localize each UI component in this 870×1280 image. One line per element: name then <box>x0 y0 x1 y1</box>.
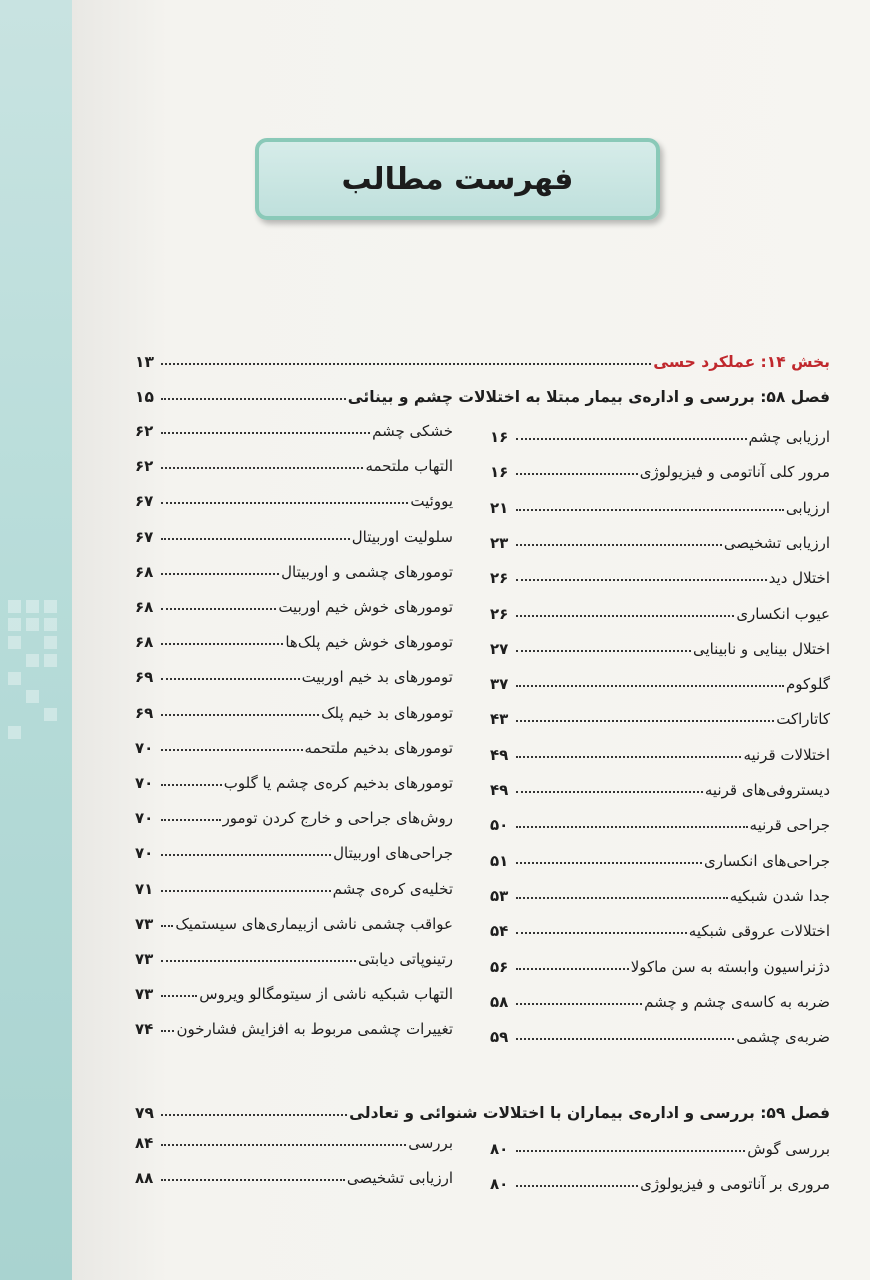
toc-page: ۲۱ <box>490 498 509 517</box>
toc-page: ۸۰ <box>490 1175 509 1193</box>
toc-label: اختلال دید <box>768 569 830 588</box>
toc-label: جراحی‌های انکساری <box>703 851 830 870</box>
toc-label: تومورهای خوش خیم اوربیت <box>278 598 453 616</box>
toc-entry-row[interactable] <box>135 520 453 546</box>
toc-label: جراحی قرنیه <box>749 816 830 835</box>
toc-entry-row[interactable] <box>490 1167 830 1193</box>
toc-entry-row[interactable] <box>135 731 453 757</box>
dot-leader <box>516 932 687 934</box>
toc-page: ۶۸ <box>135 633 154 652</box>
toc-entry-row[interactable] <box>490 597 830 623</box>
dot-leader <box>161 608 276 610</box>
dot-leader <box>161 502 408 504</box>
dot-leader <box>516 473 638 475</box>
toc-page: ۵۱ <box>490 851 509 870</box>
toc-page: ۴۹ <box>490 745 509 764</box>
toc-label: تومورهای بدخیم ملتحمه <box>304 738 453 757</box>
dot-leader <box>516 756 741 758</box>
toc-entry-row[interactable] <box>490 526 830 552</box>
dot-leader <box>516 1038 734 1040</box>
toc-page: ۶۲ <box>135 422 154 440</box>
toc-page: ۲۶ <box>490 569 509 588</box>
toc-page: ۶۷ <box>135 492 154 511</box>
toc-chapter-row[interactable] <box>135 1096 830 1122</box>
dot-leader <box>516 968 629 970</box>
toc-label: دژنراسیون وابسته به سن ماکولا <box>630 957 830 976</box>
toc-label: عیوب انکساری <box>736 604 830 623</box>
toc-entry-row[interactable] <box>135 766 453 792</box>
toc-label: مروری بر آناتومی و فیزیولوژی <box>640 1175 830 1193</box>
toc-page: ۷۰ <box>135 738 154 757</box>
dot-leader <box>161 1144 406 1146</box>
dot-leader <box>161 819 221 821</box>
toc-label: دیستروفی‌های قرنیه <box>704 781 830 799</box>
toc-label: جراحی‌های اوربیتال <box>333 844 453 863</box>
toc-entry-row[interactable] <box>135 1126 453 1152</box>
toc-page: ۴۹ <box>490 781 509 799</box>
toc-chapter-row[interactable] <box>135 380 830 406</box>
toc-page: ۴۳ <box>490 710 509 729</box>
toc-entry-row[interactable] <box>135 1161 453 1187</box>
toc-page: ۷۱ <box>135 879 154 898</box>
dot-leader <box>161 1030 174 1032</box>
toc-label: روش‌های جراحی و خارج کردن تومور <box>222 809 453 828</box>
dot-leader <box>161 749 303 751</box>
toc-entry-row[interactable] <box>490 491 830 517</box>
toc-entry-row[interactable] <box>490 844 830 870</box>
dot-leader <box>161 538 350 540</box>
toc-page: ۸۰ <box>490 1140 509 1158</box>
toc-page: ۵۰ <box>490 816 509 835</box>
toc-page: ۱۵ <box>135 388 154 406</box>
dot-leader <box>516 650 691 652</box>
toc-label: فصل ۵۸: بررسی و اداره‌ی بیمار مبتلا به اختلالات چشم و بینائی <box>347 388 830 406</box>
dot-leader <box>516 615 734 617</box>
dot-leader <box>516 685 784 687</box>
toc-label: جدا شدن شبکیه <box>729 886 830 905</box>
dot-leader <box>161 432 370 434</box>
toc-entry-row[interactable] <box>490 985 830 1011</box>
toc-label: تومورهای بد خیم اوربیت <box>301 668 453 687</box>
decorative-side-strip <box>0 0 72 1280</box>
toc-entry-row[interactable] <box>135 696 453 722</box>
toc-page: ۵۹ <box>490 1028 509 1047</box>
toc-label: بررسی <box>408 1134 453 1152</box>
toc-page: ۱۶ <box>490 463 509 482</box>
toc-label: فصل ۵۹: بررسی و اداره‌ی بیماران با اختلالات شنوائی و تعادلی <box>349 1104 830 1122</box>
toc-label: عواقب چشمی ناشی ازبیماری‌های سیستمیک <box>175 914 453 933</box>
toc-label: بخش ۱۴: عملکرد حسی <box>653 353 830 371</box>
toc-page: ۵۶ <box>490 957 509 976</box>
toc-entry-row[interactable] <box>135 801 453 827</box>
dot-leader <box>516 791 703 793</box>
toc-entry-row[interactable] <box>135 484 453 510</box>
toc-page: ۶۲ <box>135 457 154 476</box>
toc-label: ارزیابی چشم <box>748 428 830 446</box>
toc-entry-row[interactable] <box>490 808 830 834</box>
toc-page: ۵۴ <box>490 922 509 941</box>
toc-page: ۲۳ <box>490 533 509 552</box>
toc-page: ۲۷ <box>490 639 509 658</box>
dot-leader <box>516 509 784 511</box>
dot-leader <box>516 862 702 864</box>
toc-page: ۱۳ <box>135 353 154 371</box>
toc-entry-row[interactable] <box>135 977 453 1003</box>
toc-entry-row[interactable] <box>490 667 830 693</box>
toc-label: التهاب شبکیه ناشی از سیتومگالو ویروس <box>199 985 453 1004</box>
toc-label: ارزیابی <box>785 498 830 517</box>
toc-page: ۶۷ <box>135 527 154 546</box>
dot-leader <box>161 678 300 680</box>
dot-leader <box>161 890 331 892</box>
toc-label: تومورهای خوش خیم پلک‌ها <box>285 633 453 652</box>
toc-label: خشکی چشم <box>372 422 453 440</box>
dot-leader <box>516 438 747 440</box>
toc-page: ۶۹ <box>135 668 154 687</box>
toc-page: ۳۷ <box>490 675 509 694</box>
dot-leader <box>516 720 774 722</box>
dot-leader <box>516 544 722 546</box>
dot-leader <box>516 579 767 581</box>
toc-page: ۷۴ <box>135 1020 154 1039</box>
toc-label: التهاب ملتحمه <box>365 457 453 476</box>
dot-leader <box>516 897 728 899</box>
toc-entry-row[interactable] <box>135 942 453 968</box>
dot-leader <box>161 1179 345 1181</box>
dot-leader <box>161 960 356 962</box>
toc-entry-row[interactable] <box>135 836 453 862</box>
toc-entry-row[interactable] <box>490 420 830 446</box>
toc-entry-row[interactable] <box>490 738 830 764</box>
toc-entry-row[interactable] <box>135 414 453 440</box>
toc-part-row[interactable] <box>135 345 830 371</box>
toc-label: اختلالات عروقی شبکیه <box>688 922 830 941</box>
toc-page: ۶۸ <box>135 598 154 616</box>
title-box <box>255 138 660 220</box>
toc-entry-row[interactable] <box>490 914 830 940</box>
toc-label: بررسی گوش <box>747 1140 830 1158</box>
toc-page: ۷۰ <box>135 774 154 792</box>
page-title: فهرست مطالب <box>341 161 574 197</box>
toc-entry-row[interactable] <box>490 561 830 587</box>
toc-label: کاتاراکت <box>776 710 830 729</box>
dot-leader <box>161 995 197 997</box>
toc-page: ۷۳ <box>135 985 154 1004</box>
toc-entry-row[interactable] <box>135 625 453 651</box>
toc-label: یووئیت <box>410 492 453 511</box>
toc-page: ۵۸ <box>490 992 509 1011</box>
toc-page: ۷۹ <box>135 1104 154 1122</box>
toc-page: ۵۳ <box>490 886 509 905</box>
toc-page: ۲۶ <box>490 604 509 623</box>
toc-page: ۷۰ <box>135 844 154 863</box>
toc-entry-row[interactable] <box>135 1012 453 1038</box>
toc-entry-row[interactable] <box>490 455 830 481</box>
dot-leader <box>161 363 651 365</box>
toc-page: ۱۶ <box>490 428 509 446</box>
toc-entry-row[interactable] <box>490 1020 830 1046</box>
toc-label: رتینوپاتی دیابتی <box>357 950 453 968</box>
toc-page: ۷۰ <box>135 809 154 828</box>
dot-leader <box>161 398 346 400</box>
toc-label: تومورهای بدخیم کره‌ی چشم یا گلوب <box>223 774 453 792</box>
toc-page: ۷۳ <box>135 914 154 933</box>
toc-label: اختلال بینایی و نابینایی <box>692 639 830 658</box>
toc-page: ۶۹ <box>135 703 154 722</box>
dot-leader <box>516 1003 642 1005</box>
toc-entry-row[interactable] <box>490 1132 830 1158</box>
dot-leader <box>516 826 748 828</box>
toc-entry-row[interactable] <box>135 907 453 933</box>
toc-label: ضربه به کاسه‌ی چشم و چشم <box>644 992 830 1011</box>
toc-label: مرور کلی آناتومی و فیزیولوژی <box>639 463 830 482</box>
toc-label: گلوکوم <box>785 675 830 694</box>
toc-entry-row[interactable] <box>135 590 453 616</box>
toc-entry-row[interactable] <box>490 879 830 905</box>
dot-leader <box>161 714 319 716</box>
toc-label: تغییرات چشمی مربوط به افزایش فشارخون <box>176 1020 453 1039</box>
toc-label: تومورهای بد خیم پلک <box>321 703 453 722</box>
dot-leader <box>161 925 173 927</box>
dot-leader <box>161 784 222 786</box>
dot-leader <box>161 854 331 856</box>
toc-entry-row[interactable] <box>490 773 830 799</box>
dot-leader <box>161 467 363 469</box>
toc-entry-row[interactable] <box>135 660 453 686</box>
toc-label: تخلیه‌ی کره‌ی چشم <box>332 879 453 898</box>
toc-entry-row[interactable] <box>135 872 453 898</box>
toc-label: تومورهای چشمی و اوربیتال <box>281 562 453 581</box>
toc-label: ضربه‌ی چشمی <box>736 1028 830 1047</box>
toc-entry-row[interactable] <box>135 449 453 475</box>
toc-page: ۸۸ <box>135 1169 154 1187</box>
toc-page: ۸۴ <box>135 1134 154 1152</box>
toc-label: ارزیابی تشخیصی <box>346 1169 453 1187</box>
toc-entry-row[interactable] <box>135 555 453 581</box>
toc-entry-row[interactable] <box>490 632 830 658</box>
toc-label: ارزیابی تشخیصی <box>723 533 830 552</box>
toc-page: ۷۳ <box>135 950 154 968</box>
toc-label: اختلالات قرنیه <box>743 745 830 764</box>
toc-entry-row[interactable] <box>490 950 830 976</box>
dot-leader <box>161 573 279 575</box>
dot-leader <box>516 1185 638 1187</box>
dot-leader <box>516 1150 745 1152</box>
dot-leader <box>161 643 283 645</box>
toc-page: ۶۸ <box>135 562 154 581</box>
dot-leader <box>161 1114 347 1116</box>
toc-label: سلولیت اوربیتال <box>351 527 453 546</box>
toc-entry-row[interactable] <box>490 702 830 728</box>
